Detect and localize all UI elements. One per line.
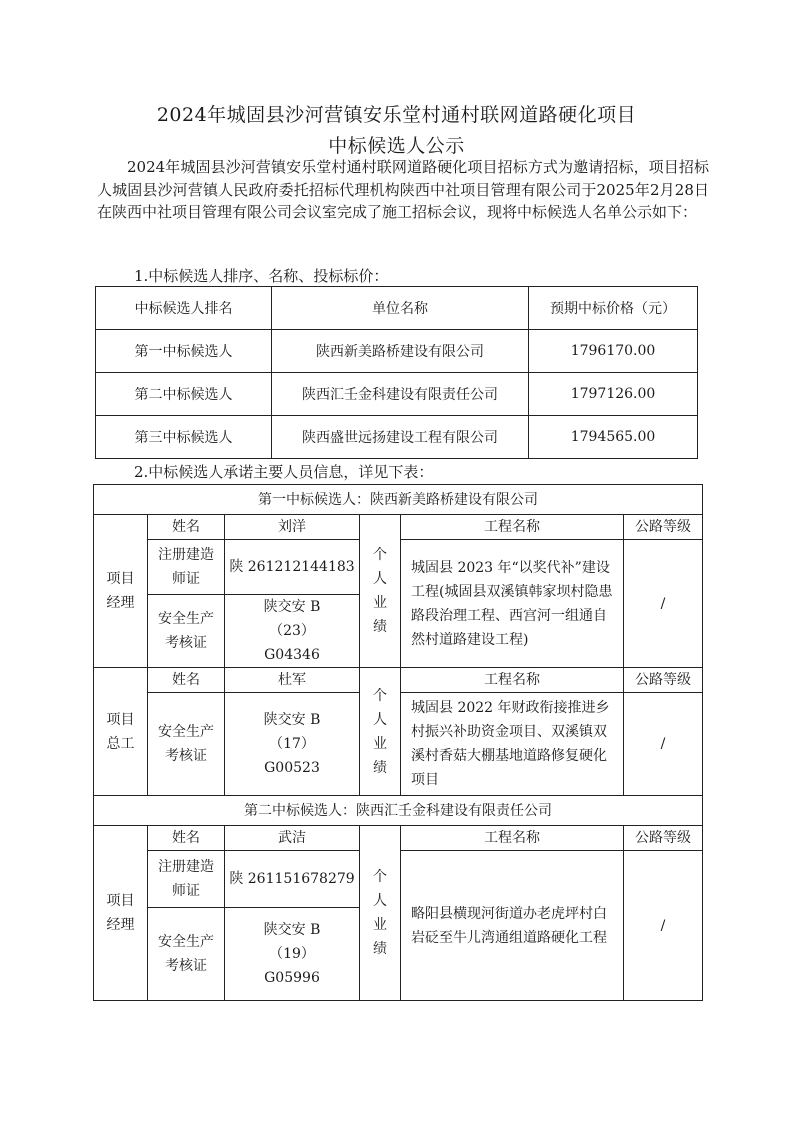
role-pm-label [94, 515, 148, 668]
company-cell: 陕西汇壬金科建设有限责任公司 [272, 373, 529, 416]
personnel-table [93, 484, 703, 1001]
company-cell: 陕西新美路桥建设有限公司 [272, 330, 529, 373]
road-grade-header: 公路等级 [624, 826, 703, 851]
role-chief-label [94, 668, 148, 796]
project-name-cell: 城固县 2022 年财政衔接推进乡村振兴补助资金项目、双溪镇双溪村香菇大棚基地道路修复硬化项目 [401, 693, 624, 796]
project-name-header: 工程名称 [401, 668, 624, 693]
rank-cell: 第一中标候选人 [96, 330, 272, 373]
table-row [96, 416, 698, 459]
personal-perf-label [360, 668, 401, 796]
perf-label-text: 个人业绩 [373, 547, 387, 635]
person-name: 武洁 [225, 826, 360, 851]
section1-heading: 1.中标候选人排序、名称、投标标价： [134, 267, 389, 285]
cert-label-text: 安全生产考核证 [158, 934, 214, 974]
candidate2-header: 第二中标候选人：陕西汇壬金科建设有限责任公司 [94, 796, 703, 826]
perf-label-text: 个人业绩 [373, 869, 387, 957]
table-header-row [96, 287, 698, 330]
road-grade-cell: / [624, 851, 703, 1001]
role-label-text: 项目经理 [106, 571, 135, 611]
name-label: 姓名 [148, 826, 225, 851]
personal-perf-label [360, 826, 401, 1001]
candidate1-header: 第一中标候选人：陕西新美路桥建设有限公司 [94, 485, 703, 515]
safety-cert-value [225, 908, 360, 1001]
safety-cert-label [148, 693, 225, 796]
cert-label-text: 注册建造师证 [158, 859, 214, 899]
header-rank: 中标候选人排名 [96, 287, 272, 330]
table-row [94, 668, 703, 693]
intro-paragraph [97, 156, 709, 224]
reg-cert-label [148, 540, 225, 595]
intro-text: 2024年城固县沙河营镇安乐堂村通村联网道路硬化项目招标方式为邀请招标，项目招标人城固县沙河营镇人民政府委托招标代理机构陕西中社项目管理有限公司于2025年2月28日在陕西中社项目管理有限公司会议室完成了施工招标会议，现将中标候选人名单公示如下： [97, 158, 709, 221]
header-price: 预期中标价格（元） [529, 287, 698, 330]
road-grade-header: 公路等级 [624, 515, 703, 540]
person-name: 杜军 [225, 668, 360, 693]
role-label-text: 项目总工 [106, 711, 135, 752]
cert-label-text: 注册建造师证 [158, 547, 214, 587]
road-grade-cell: / [624, 540, 703, 668]
company-cell: 陕西盛世远扬建设工程有限公司 [272, 416, 529, 459]
personal-perf-label [360, 515, 401, 668]
person-name: 刘洋 [225, 515, 360, 540]
table-row [96, 373, 698, 416]
cert-label-text: 安全生产考核证 [158, 724, 214, 764]
safety-cert-label [148, 908, 225, 1001]
safety-cert-value [225, 693, 360, 796]
reg-cert-value: 陕 261212144183 [225, 540, 360, 595]
table-row [94, 826, 703, 851]
cert-value-text: 陕交安 B（17） G00523 [263, 712, 321, 776]
role-label-text: 项目经理 [106, 893, 135, 933]
reg-cert-label [148, 851, 225, 908]
perf-label-text: 个人业绩 [373, 687, 387, 776]
candidate-header-row [94, 485, 703, 515]
cert-label-text: 安全生产考核证 [158, 611, 214, 651]
candidates-price-table [95, 286, 698, 459]
price-cell: 1796170.00 [529, 330, 698, 373]
cert-value-text: 陕交安 B（19） G05996 [263, 922, 321, 986]
road-grade-cell: / [624, 693, 703, 796]
project-name-cell: 城固县 2023 年“以奖代补”建设工程(城固县双溪镇韩家坝村隐患路段治理工程、西宫河一组通自然村道路建设工程) [401, 540, 624, 668]
project-name-cell: 略阳县横现河街道办老虎坪村白岩砭至牛儿湾通组道路硬化工程 [401, 851, 624, 1001]
name-label: 姓名 [148, 515, 225, 540]
cert-value-text: 陕交安 B（23） G04346 [263, 599, 321, 663]
header-company: 单位名称 [272, 287, 529, 330]
project-name-header: 工程名称 [401, 826, 624, 851]
price-cell: 1797126.00 [529, 373, 698, 416]
rank-cell: 第三中标候选人 [96, 416, 272, 459]
safety-cert-label [148, 595, 225, 668]
role-pm-label [94, 826, 148, 1001]
document-title-line1: 2024年城固县沙河营镇安乐堂村通村联网道路硬化项目 [156, 104, 637, 126]
table-row [94, 515, 703, 540]
candidate-header-row [94, 796, 703, 826]
document-title-line2: 中标候选人公示 [328, 135, 465, 157]
safety-cert-value [225, 595, 360, 668]
table-row [96, 330, 698, 373]
road-grade-header: 公路等级 [624, 668, 703, 693]
reg-cert-value: 陕 261151678279 [225, 851, 360, 908]
name-label: 姓名 [148, 668, 225, 693]
project-name-header: 工程名称 [401, 515, 624, 540]
section2-heading: 2.中标候选人承诺主要人员信息，详见下表： [134, 463, 434, 481]
rank-cell: 第二中标候选人 [96, 373, 272, 416]
price-cell: 1794565.00 [529, 416, 698, 459]
